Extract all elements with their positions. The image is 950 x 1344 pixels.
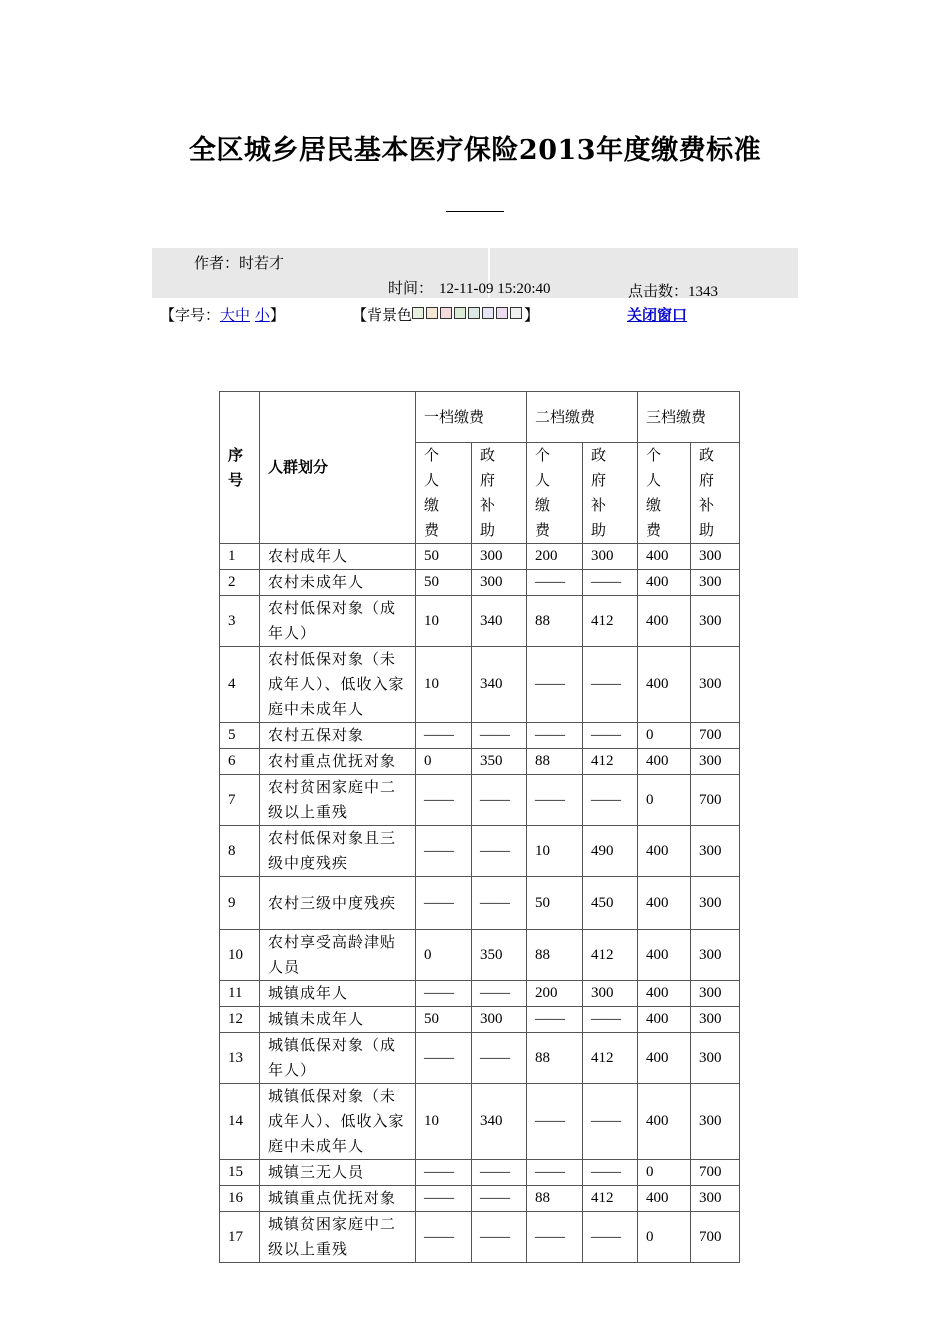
row-value: 400 — [638, 1033, 691, 1084]
row-value: 300 — [691, 826, 740, 877]
font-size-control — [160, 304, 285, 325]
row-value: 300 — [691, 1033, 740, 1084]
row-value: 88 — [527, 596, 583, 647]
article-meta-bar — [152, 248, 798, 298]
row-value: —— — [583, 1212, 638, 1263]
row-number: 12 — [220, 1007, 260, 1033]
row-group: 城镇重点优抚对象 — [260, 1186, 416, 1212]
color-swatch[interactable] — [412, 307, 424, 319]
row-number: 8 — [220, 826, 260, 877]
row-value: 400 — [638, 544, 691, 570]
row-number: 6 — [220, 749, 260, 775]
row-value: 700 — [691, 1160, 740, 1186]
header-seq-label: 序号 — [228, 445, 244, 489]
row-value: 340 — [472, 1084, 527, 1160]
row-value: 400 — [638, 570, 691, 596]
row-value: —— — [416, 877, 472, 930]
table-row — [220, 749, 740, 775]
row-number: 1 — [220, 544, 260, 570]
time-label: 时间： — [388, 279, 434, 297]
color-swatch[interactable] — [440, 307, 452, 319]
row-number: 13 — [220, 1033, 260, 1084]
color-swatch[interactable] — [510, 307, 522, 319]
row-value: 400 — [638, 981, 691, 1007]
color-swatch[interactable] — [468, 307, 480, 319]
header-seq — [220, 392, 260, 544]
row-value: 490 — [583, 826, 638, 877]
row-value: 412 — [583, 1186, 638, 1212]
row-value: 0 — [638, 775, 691, 826]
row-value: —— — [416, 1186, 472, 1212]
row-value: 350 — [472, 749, 527, 775]
row-number: 10 — [220, 930, 260, 981]
color-swatches — [412, 306, 524, 324]
publish-time — [388, 277, 551, 298]
subheader-personal: 个人缴费 — [527, 443, 583, 544]
row-group: 农村低保对象（未成年人）、低收入家庭中未成年人 — [260, 647, 416, 723]
row-group: 农村享受高龄津贴人员 — [260, 930, 416, 981]
row-group: 农村贫困家庭中二级以上重残 — [260, 775, 416, 826]
row-number: 4 — [220, 647, 260, 723]
row-value: —— — [583, 1160, 638, 1186]
table-row — [220, 1033, 740, 1084]
row-number: 7 — [220, 775, 260, 826]
row-value: —— — [416, 1212, 472, 1263]
row-value: 0 — [638, 1212, 691, 1263]
color-swatch[interactable] — [482, 307, 494, 319]
row-value: 0 — [416, 749, 472, 775]
row-group: 城镇低保对象（未成年人）、低收入家庭中未成年人 — [260, 1084, 416, 1160]
table-header-row — [220, 392, 740, 443]
row-value: 50 — [416, 1007, 472, 1033]
row-value: 200 — [527, 544, 583, 570]
row-value: —— — [472, 877, 527, 930]
row-value: 50 — [527, 877, 583, 930]
hits-value: 1343 — [688, 284, 719, 300]
row-group: 农村三级中度残疾 — [260, 877, 416, 930]
row-group: 农村成年人 — [260, 544, 416, 570]
font-size-prefix: 【字号： — [160, 306, 221, 324]
bgcolor-suffix: 】 — [524, 306, 540, 324]
row-value: 300 — [691, 1186, 740, 1212]
row-value: 10 — [527, 826, 583, 877]
table-row — [220, 826, 740, 877]
row-value: —— — [527, 1084, 583, 1160]
row-group: 城镇低保对象（成年人） — [260, 1033, 416, 1084]
bgcolor-prefix: 【背景色 — [352, 306, 413, 324]
table-row — [220, 544, 740, 570]
row-value: —— — [416, 826, 472, 877]
row-value: —— — [527, 647, 583, 723]
row-value: —— — [583, 570, 638, 596]
subheader-personal: 个人缴费 — [638, 443, 691, 544]
table-row — [220, 723, 740, 749]
row-value: 700 — [691, 1212, 740, 1263]
font-size-large-link[interactable]: 大 — [220, 306, 236, 324]
table-row — [220, 775, 740, 826]
subheader-government: 政府补助 — [691, 443, 740, 544]
time-value: 12-11-09 15:20:40 — [439, 281, 551, 297]
row-group: 农村五保对象 — [260, 723, 416, 749]
table-row — [220, 570, 740, 596]
fee-standard-table — [219, 391, 740, 1263]
row-value: 400 — [638, 1186, 691, 1212]
row-value: 400 — [638, 1007, 691, 1033]
font-size-suffix: 】 — [269, 306, 285, 324]
row-value: —— — [472, 981, 527, 1007]
background-color-control — [352, 304, 539, 325]
row-value: 300 — [691, 1007, 740, 1033]
row-value: —— — [472, 1033, 527, 1084]
row-value: —— — [527, 1160, 583, 1186]
header-tier3: 三档缴费 — [638, 392, 740, 443]
row-number: 15 — [220, 1160, 260, 1186]
row-value: 200 — [527, 981, 583, 1007]
row-value: 0 — [638, 723, 691, 749]
row-value: 300 — [691, 570, 740, 596]
row-value: 700 — [691, 775, 740, 826]
row-value: —— — [416, 1033, 472, 1084]
row-value: —— — [527, 1007, 583, 1033]
row-value: —— — [583, 647, 638, 723]
row-number: 9 — [220, 877, 260, 930]
row-value: 300 — [691, 596, 740, 647]
close-window-link[interactable]: 关闭窗口 — [627, 306, 688, 324]
row-value: 300 — [691, 544, 740, 570]
row-value: 400 — [638, 749, 691, 775]
row-value: 300 — [472, 544, 527, 570]
row-value: 400 — [638, 877, 691, 930]
row-group: 城镇成年人 — [260, 981, 416, 1007]
table-row — [220, 647, 740, 723]
row-value: 300 — [583, 544, 638, 570]
row-value: 88 — [527, 1033, 583, 1084]
row-value: —— — [472, 1160, 527, 1186]
row-value: 700 — [691, 723, 740, 749]
row-value: 0 — [416, 930, 472, 981]
subheader-personal: 个人缴费 — [416, 443, 472, 544]
row-value: 412 — [583, 596, 638, 647]
row-number: 3 — [220, 596, 260, 647]
row-value: 300 — [472, 570, 527, 596]
row-value: —— — [527, 1212, 583, 1263]
row-value: 300 — [583, 981, 638, 1007]
row-group: 城镇贫困家庭中二级以上重残 — [260, 1212, 416, 1263]
row-value: 10 — [416, 596, 472, 647]
row-value: —— — [416, 775, 472, 826]
row-group: 城镇三无人员 — [260, 1160, 416, 1186]
hits-label: 点击数： — [628, 282, 689, 300]
row-group: 农村重点优抚对象 — [260, 749, 416, 775]
row-value: 300 — [691, 749, 740, 775]
row-value: 340 — [472, 647, 527, 723]
row-value: —— — [472, 1212, 527, 1263]
header-tier2: 二档缴费 — [527, 392, 638, 443]
row-value: —— — [472, 1186, 527, 1212]
row-value: 350 — [472, 930, 527, 981]
row-value: —— — [472, 775, 527, 826]
row-value: 400 — [638, 596, 691, 647]
table-row — [220, 877, 740, 930]
font-size-medium-link[interactable]: 中 — [235, 306, 251, 324]
row-value: 450 — [583, 877, 638, 930]
row-value: —— — [472, 723, 527, 749]
row-value: 300 — [691, 1084, 740, 1160]
row-number: 11 — [220, 981, 260, 1007]
row-group: 城镇未成年人 — [260, 1007, 416, 1033]
row-value: —— — [583, 1007, 638, 1033]
row-value: —— — [583, 723, 638, 749]
row-value: 300 — [691, 981, 740, 1007]
row-value: 50 — [416, 544, 472, 570]
title-underline — [446, 211, 504, 212]
table-row — [220, 930, 740, 981]
row-value: —— — [527, 775, 583, 826]
row-value: 10 — [416, 1084, 472, 1160]
row-number: 5 — [220, 723, 260, 749]
row-group: 农村低保对象（成年人） — [260, 596, 416, 647]
hit-count — [628, 280, 718, 301]
row-value: —— — [416, 1160, 472, 1186]
row-number: 14 — [220, 1084, 260, 1160]
header-group: 人群划分 — [260, 392, 416, 544]
table-row — [220, 596, 740, 647]
row-value: 88 — [527, 1186, 583, 1212]
close-window-control — [627, 304, 687, 325]
row-value: 400 — [638, 826, 691, 877]
table-row — [220, 1007, 740, 1033]
table-row — [220, 1212, 740, 1263]
row-value: 300 — [691, 930, 740, 981]
row-value: 400 — [638, 1084, 691, 1160]
color-swatch[interactable] — [454, 307, 466, 319]
row-number: 17 — [220, 1212, 260, 1263]
row-value: 300 — [691, 647, 740, 723]
table-row — [220, 1186, 740, 1212]
row-value: —— — [472, 826, 527, 877]
author: 作者：时若才 — [194, 254, 285, 272]
page-title: 全区城乡居民基本医疗保险2013年度缴费标准 — [188, 135, 762, 166]
table-row — [220, 981, 740, 1007]
row-number: 16 — [220, 1186, 260, 1212]
row-value: —— — [583, 1084, 638, 1160]
row-value: 412 — [583, 1033, 638, 1084]
row-value: —— — [527, 570, 583, 596]
row-value: —— — [583, 775, 638, 826]
header-tier1: 一档缴费 — [416, 392, 527, 443]
row-group: 农村未成年人 — [260, 570, 416, 596]
subheader-government: 政府补助 — [472, 443, 527, 544]
row-number: 2 — [220, 570, 260, 596]
table-row — [220, 1160, 740, 1186]
row-value: 50 — [416, 570, 472, 596]
row-value: —— — [416, 981, 472, 1007]
row-value: 0 — [638, 1160, 691, 1186]
row-value: —— — [416, 723, 472, 749]
row-value: 400 — [638, 930, 691, 981]
row-value: 300 — [472, 1007, 527, 1033]
row-value: —— — [527, 723, 583, 749]
row-value: 340 — [472, 596, 527, 647]
row-value: 88 — [527, 749, 583, 775]
color-swatch[interactable] — [496, 307, 508, 319]
row-group: 农村低保对象且三级中度残疾 — [260, 826, 416, 877]
row-value: 88 — [527, 930, 583, 981]
row-value: 412 — [583, 749, 638, 775]
row-value: 300 — [691, 877, 740, 930]
table-row — [220, 1084, 740, 1160]
row-value: 400 — [638, 647, 691, 723]
row-value: 10 — [416, 647, 472, 723]
color-swatch[interactable] — [426, 307, 438, 319]
subheader-government: 政府补助 — [583, 443, 638, 544]
row-value: 412 — [583, 930, 638, 981]
font-size-small-link[interactable]: 小 — [254, 306, 270, 324]
